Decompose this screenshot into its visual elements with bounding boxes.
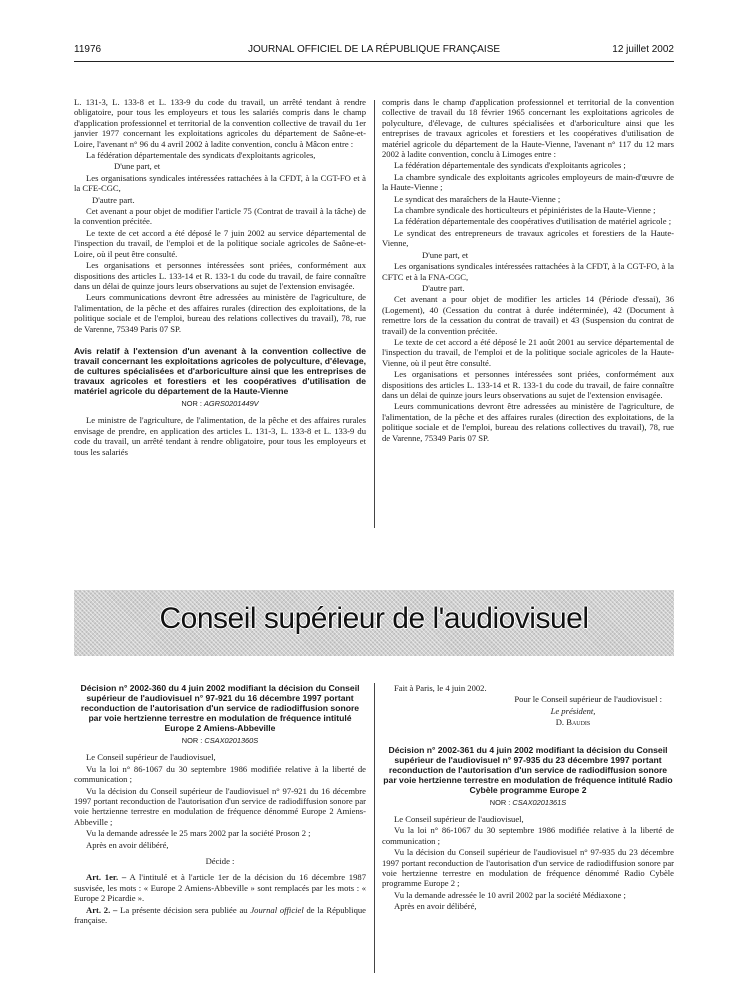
paragraph: D'une part, et xyxy=(422,249,469,260)
paragraph: Cet avenant a pour objet de modifier les articles 14 (Période d'essai), 36 (Logement), 40 (Cessation du contrat à durée indéterminée), 42 (Document à remettre lors de la cessation du contrat de travail) et 43 (Suspension du contrat de travail) de la convention précitée. xyxy=(382,294,674,336)
paragraph: Le Conseil supérieur de l'audiovisuel, xyxy=(394,814,524,825)
column-divider xyxy=(374,100,375,528)
decision-title: Décision n° 2002-361 du 4 juin 2002 modifiant la décision du Conseil supérieur de l'audiovisuel n° 97-935 du 23 décembre 1997 portant reconduction de l'autorisation d'un service de radiodiffusion sonore par voie hertzienne terrestre en modulation de fréquence intitulé Radio Cybèle programme Europe 2 xyxy=(383,744,673,795)
paragraph: Le syndicat des maraîchers de la Haute-Vienne ; xyxy=(394,193,561,204)
signatory-name: D. Baudis xyxy=(555,717,591,728)
article-label: Art. 1er. – xyxy=(86,872,127,883)
paragraph: L. 131-3, L. 133-8 et L. 133-9 du code du travail, un arrêté tendant à rendre obligatoire, pour tous les employeurs et tous les salariés compris dans le champ d'application professionnel et territorial de la convention collective de travail du 1er janvier 1977 concernant les exploitations agricoles du département de Saône-et-Loire, l'avenant n° 96 du 4 avril 2002 à ladite convention, conclu à Mâcon entre : xyxy=(74,97,366,149)
place-date: Fait à Paris, le 4 juin 2002. xyxy=(394,683,487,693)
paragraph: La fédération départementale des coopératives d'utilisation de matériel agricole ; xyxy=(394,216,672,227)
article-2: Art. 2. – La présente décision sera publiée au Journal officiel de la République française. xyxy=(74,904,366,926)
paragraph: Les organisations et personnes intéressées sont priées, conformément aux dispositions des articles L. 133-14 et R. 133-1 du code du travail, de faire connaître dans un délai de quinze jours leurs observations au sujet de l'extension envisagée. xyxy=(74,260,366,291)
paragraph: Les organisations syndicales intéressées rattachées à la CFDT, à la CGT-FO et à la CFE-CGC, xyxy=(74,172,366,194)
paragraph: D'autre part. xyxy=(422,282,465,293)
paragraph: La fédération départementale des syndicats d'exploitants agricoles, xyxy=(86,150,316,161)
paragraph: La fédération départementale des syndicats d'exploitants agricoles ; xyxy=(394,160,626,171)
paragraph: Vu la décision du Conseil supérieur de l'audiovisuel n° 97-921 du 16 décembre 1997 portant reconduction de l'autorisation d'un service de radiodiffusion sonore par voie hertzienne terrestre en modulation de fréquence dénommé Europe 2 Amiens-Abbeville ; xyxy=(74,785,366,827)
paragraph: Après en avoir délibéré, xyxy=(86,839,169,850)
column-top-left xyxy=(74,97,366,458)
column-top-right xyxy=(382,97,674,444)
paragraph: D'une part, et xyxy=(114,161,161,172)
paragraph: La chambre syndicale des horticulteurs et pépiniéristes de la Haute-Vienne ; xyxy=(394,205,656,216)
paragraph: La chambre syndicale des exploitants agricoles employeurs de main-d'œuvre de la Haute-Vienne ; xyxy=(382,171,674,193)
paragraph: Vu la loi n° 86-1067 du 30 septembre 1986 modifiée relative à la liberté de communication ; xyxy=(74,763,366,785)
paragraph: Vu la loi n° 86-1067 du 30 septembre 1986 modifiée relative à la liberté de communication ; xyxy=(382,825,674,846)
paragraph: D'autre part. xyxy=(92,194,135,205)
column-divider xyxy=(374,683,375,973)
header-rule xyxy=(74,61,674,62)
issue-date: 12 juillet 2002 xyxy=(612,44,674,55)
paragraph: Vu la décision du Conseil supérieur de l'audiovisuel n° 97-935 du 23 décembre 1997 portant reconduction de l'autorisation d'un service de radiodiffusion sonore par voie hertzienne terrestre en modulation de fréquence dénommé Radio Cybèle programme Europe 2 ; xyxy=(382,847,674,889)
nor-reference: NOR : CSAX0201360S xyxy=(181,736,259,745)
paragraph: Les organisations syndicales intéressées rattachées à la CFDT, à la CGT-FO, à la CFTC et à la FNA-CGC, xyxy=(382,261,674,282)
signatory-body: Pour le Conseil supérieur de l'audiovisuel : xyxy=(514,694,662,705)
decision-title: Décision n° 2002-360 du 4 juin 2002 modifiant la décision du Conseil supérieur de l'audiovisuel n° 97-921 du 16 décembre 1997 portant reconduction de l'autorisation d'un service de radiodiffusion sonore par voie hertzienne terrestre en modulation de fréquence intitulé Europe 2 Amiens-Abbeville xyxy=(80,683,360,733)
page-number: 11976 xyxy=(74,44,102,55)
paragraph: Leurs communications devront être adressées au ministère de l'agriculture, de l'alimentation, de la pêche et des affaires rurales (direction des exploitations, de la politique sociale et de l'emploi, bureau des relations collectives du travail), 78, rue de Varenne, 75349 Paris 07 SP. xyxy=(382,401,674,443)
section-title: Conseil supérieur de l'audiovisuel xyxy=(159,602,589,635)
nor-reference: NOR : CSAX0201361S xyxy=(489,797,567,807)
paragraph: Leurs communications devront être adressées au ministère de l'agriculture, de l'alimentation, de la pêche et des affaires rurales (direction des exploitations, de la politique sociale et de l'emploi, bureau des relations collectives du travail), 78, rue de Varenne, 75349 Paris 07 SP. xyxy=(74,292,366,334)
notice-title: Avis relatif à l'extension d'un avenant à la convention collective de travail concernant les exploitations agricoles de polyculture, d'élevage, de cultures spécialisées et d'arboriculture ainsi que les entreprises de travaux agricoles et forestiers et les coopératives d'utilisation de matériel agricole du département de la Haute-Vienne xyxy=(74,345,366,396)
paragraph: Le ministre de l'agriculture, de l'alimentation, de la pêche et des affaires rurales envisage de prendre, en application des articles L. 131-3, L. 133-8 et L. 133-9 du code du travail, un arrêté tendant à rendre obligatoire, pour tous les employeurs et tous les salariés xyxy=(74,415,366,457)
paragraph: Les organisations et personnes intéressées sont priées, conformément aux dispositions des articles L. 133-14 et R. 133-1 du code du travail, de faire connaître dans un délai de quinze jours leurs observations au sujet de l'extension envisagée. xyxy=(382,369,674,400)
journal-title: JOURNAL OFFICIEL DE LA RÉPUBLIQUE FRANÇAISE xyxy=(247,44,501,55)
paragraph: Le texte de cet accord a été déposé le 21 août 2001 au service départemental de l'inspection du travail, de l'emploi et de la politique sociale agricoles de la Haute-Vienne, où il peut être consulté. xyxy=(382,336,674,368)
decides-label: Décide : xyxy=(205,856,235,867)
paragraph: Après en avoir délibéré, xyxy=(394,901,477,912)
paragraph: Le syndicat des entrepreneurs de travaux agricoles et forestiers de la Haute-Vienne, xyxy=(382,227,674,249)
paragraph: Le texte de cet accord a été déposé le 7 juin 2002 au service départemental de l'inspection du travail, de l'emploi et de la politique sociale agricoles de Saône-et-Loire, où il peut être consulté. xyxy=(74,227,366,259)
column-bottom-left xyxy=(74,683,366,927)
paragraph: Vu la demande adressée le 10 avril 2002 par la société Médiaxone ; xyxy=(394,889,626,900)
page-header xyxy=(74,44,674,60)
paragraph: Le Conseil supérieur de l'audiovisuel, xyxy=(86,752,216,763)
paragraph: Cet avenant a pour objet de modifier l'article 75 (Contrat de travail à la tâche) de la convention précitée. xyxy=(74,206,366,227)
nor-reference: NOR : AGRS0201449V xyxy=(181,398,259,408)
article-1: Art. 1er. – A l'intitulé et à l'article 1er de la décision du 16 décembre 1987 susvisée, les mots : « Europe 2 Amiens-Abbeville » sont remplacés par les mots : « Europe 2 Picardie ». xyxy=(74,872,366,904)
section-banner xyxy=(74,590,674,656)
signatory-role: Le président, xyxy=(550,705,596,716)
column-bottom-right xyxy=(382,683,674,913)
article-label: Art. 2. – xyxy=(86,904,118,915)
paragraph: Vu la demande adressée le 25 mars 2002 par la société Proson 2 ; xyxy=(86,828,311,839)
paragraph: compris dans le champ d'application professionnel et territorial de la convention collective de travail du 18 février 1965 concernant les exploitations agricoles de polyculture, d'élevage, de cultures spécialisées et d'arboriculture ainsi que les entreprises de travaux agricoles et forestiers et les coopératives d'utilisation de matériel agricole du département de la Haute-Vienne, l'avenant n° 117 du 12 mars 2002 à ladite convention, conclu à Limoges entre : xyxy=(382,97,674,160)
